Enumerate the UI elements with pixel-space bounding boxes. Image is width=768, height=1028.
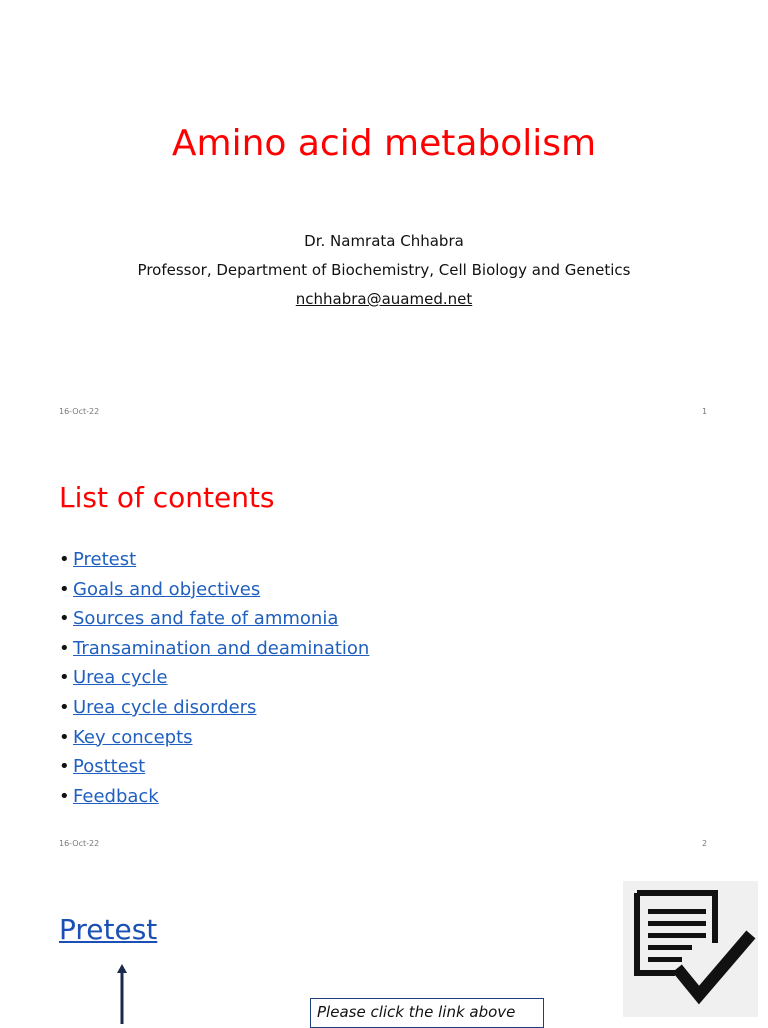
list-item: • Pretest <box>59 549 137 570</box>
contents-link-pretest[interactable]: Pretest <box>73 549 137 570</box>
slide-3 <box>0 864 768 1024</box>
pretest-title-link[interactable]: Pretest <box>59 913 158 946</box>
contents-list <box>59 545 369 811</box>
instruction-note: Please click the link above <box>310 998 544 1028</box>
list-item: • Urea cycle disorders <box>59 696 257 718</box>
contents-link-urea-cycle[interactable]: Urea cycle <box>73 667 168 689</box>
list-item: • Urea cycle <box>59 667 168 689</box>
checklist-icon <box>623 881 758 1017</box>
contents-link-posttest[interactable]: Posttest <box>73 756 146 778</box>
author-block <box>0 227 768 314</box>
footer-date: 16-Oct-22 <box>59 839 100 848</box>
contents-link-urea-disorders[interactable]: Urea cycle disorders <box>73 696 257 718</box>
contents-link-transamination[interactable]: Transamination and deamination <box>73 637 370 659</box>
list-item: • Key concepts <box>59 726 193 748</box>
footer-date: 16-Oct-22 <box>59 407 100 416</box>
slide-2 <box>0 432 768 864</box>
page-number: 2 <box>702 839 708 848</box>
contents-link-key-concepts[interactable]: Key concepts <box>73 726 193 748</box>
list-item: • Posttest <box>59 756 146 778</box>
list-item: • Goals and objectives <box>59 578 261 600</box>
slide-title: Amino acid metabolism <box>171 123 597 164</box>
slide-1 <box>0 0 768 432</box>
list-item: • Feedback <box>59 785 159 807</box>
list-item: • Transamination and deamination <box>59 637 370 659</box>
author-email-link[interactable]: nchhabra@auamed.net <box>295 290 473 308</box>
checklist-panel <box>623 881 758 1017</box>
author-name: Dr. Namrata Chhabra <box>304 232 464 250</box>
slide-title: List of contents <box>59 481 275 514</box>
contents-link-goals[interactable]: Goals and objectives <box>73 578 261 600</box>
list-item: • Sources and fate of ammonia <box>59 608 339 630</box>
author-affiliation: Professor, Department of Biochemistry, Cell Biology and Genetics <box>137 261 631 279</box>
contents-link-ammonia[interactable]: Sources and fate of ammonia <box>73 608 339 630</box>
contents-link-feedback[interactable]: Feedback <box>73 785 159 807</box>
arrow-up-icon <box>114 964 130 1024</box>
page-number: 1 <box>702 407 708 416</box>
